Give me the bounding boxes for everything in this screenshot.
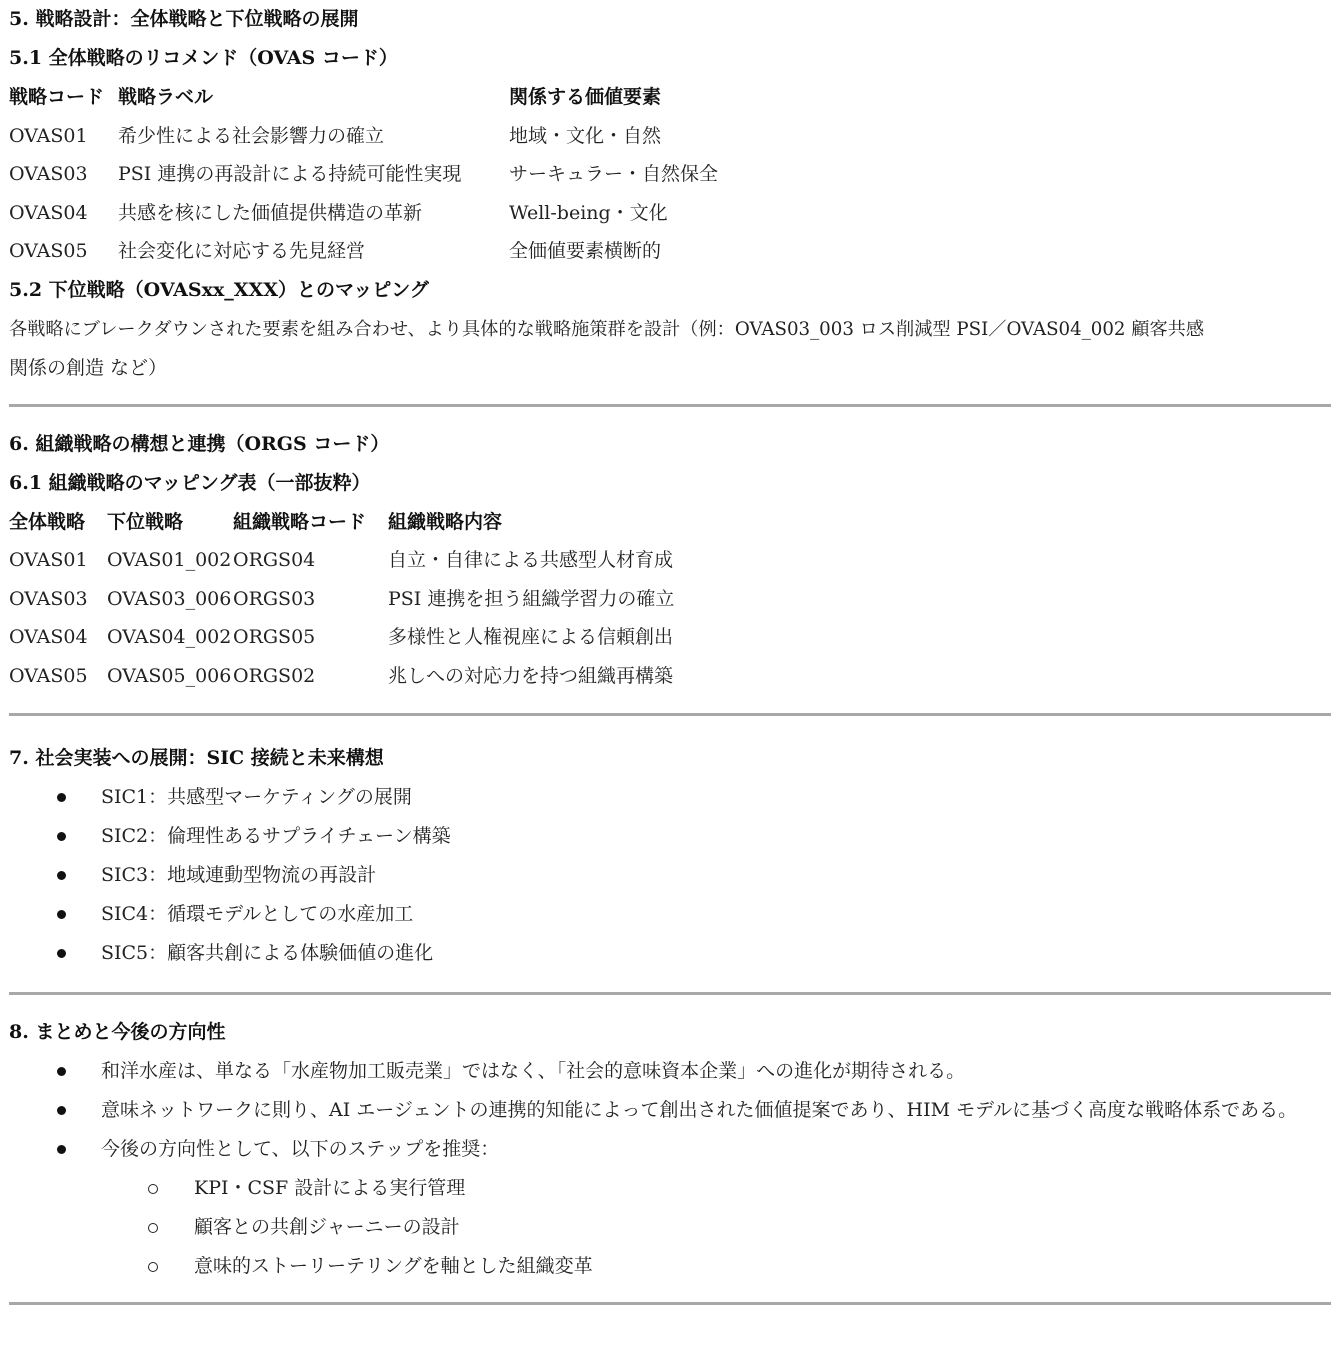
ovas-header-code: 戦略コード [9,86,105,108]
table-row [9,541,1331,580]
ovas-values: 全価値要素横断的 [509,240,662,262]
bullet-icon [57,1067,66,1076]
ovas-code: OVAS04 [9,201,88,224]
orgs-header-content: 組織戦略内容 [388,510,503,533]
next-steps-list [9,1169,1331,1286]
list-item-text: SIC2：倫理性あるサプライチェーン構築 [101,825,451,847]
orgs-overall: OVAS04 [9,626,88,648]
section-divider [9,1302,1331,1305]
orgs-header-sub: 下位戦略 [107,510,184,533]
orgs-content: PSI 連携を担う組織学習力の確立 [388,587,675,610]
section-5-1-heading: 5.1 全体戦略のリコメンド（OVAS コード） [9,47,398,69]
list-item-text: 意味的ストーリーテリングを軸とした組織変革 [194,1255,593,1277]
sic-list [9,778,1331,973]
ovas-code: OVAS03 [9,163,88,185]
list-item-text: SIC3：地域連動型物流の再設計 [101,864,377,886]
orgs-content: 多様性と人権視座による信頼創出 [388,626,674,648]
list-item [9,934,1331,973]
list-item-text: SIC4：循環モデルとしての水産加工 [101,903,414,925]
table-row [9,618,1331,657]
section-5-heading: 5. 戦略設計：全体戦略と下位戦略の展開 [9,8,359,30]
list-item [9,1208,1331,1247]
table-row [9,194,1331,233]
orgs-header-code: 組織戦略コード [233,510,367,533]
section-6-1-heading: 6.1 組織戦略のマッピング表（一部抜粋） [9,471,371,494]
orgs-code: ORGS05 [233,626,316,648]
section-6-heading: 6. 組織戦略の構想と連携（ORGS コード） [9,432,390,455]
orgs-overall: OVAS05 [9,664,88,687]
orgs-content: 自立・自律による共感型人材育成 [388,549,674,571]
bullet-icon [57,871,66,880]
orgs-code: ORGS02 [233,664,316,687]
list-item [9,1130,1331,1169]
table-row [9,580,1331,619]
list-item-text: SIC1：共感型マーケティングの展開 [101,786,412,808]
ovas-label: 社会変化に対応する先見経営 [118,240,366,262]
list-item-text: 顧客との共創ジャーニーの設計 [194,1216,460,1238]
orgs-sub: OVAS05_006 [107,664,232,687]
paragraph-line: 関係の創造 など） [9,356,168,379]
section-8-heading: 8. まとめと今後の方向性 [9,1021,226,1043]
orgs-sub: OVAS01_002 [107,549,232,571]
list-item [9,817,1331,856]
list-item [9,1169,1331,1208]
bullet-icon [57,910,66,919]
summary-list [9,1052,1331,1169]
table-row [9,117,1331,156]
ovas-table-header [9,78,1331,117]
section-5-2-heading: 5.2 下位戦略（OVASxx_XXX）とのマッピング [9,278,429,301]
list-item-text: KPI・CSF 設計による実行管理 [194,1177,466,1199]
list-item [9,1247,1331,1286]
list-item [9,895,1331,934]
section-7-heading: 7. 社会実装への展開：SIC 接続と未来構想 [9,747,384,769]
ovas-header-label: 戦略ラベル [118,86,214,108]
ovas-values: サーキュラー・自然保全 [509,163,719,185]
table-row [9,232,1331,271]
section-5-2-paragraph [9,310,1331,388]
orgs-code: ORGS04 [233,549,316,571]
ovas-code: OVAS05 [9,240,88,262]
ovas-code: OVAS01 [9,124,88,147]
list-item-text: SIC5：顧客共創による体験価値の進化 [101,942,434,964]
bullet-icon [57,949,66,958]
table-row [9,155,1331,194]
list-item [9,1091,1331,1130]
orgs-sub: OVAS03_006 [107,587,232,610]
bullet-icon [57,832,66,841]
orgs-code: ORGS03 [233,587,316,610]
circle-bullet-icon [148,1223,158,1233]
orgs-sub: OVAS04_002 [107,626,232,648]
orgs-table [9,503,1331,696]
bullet-icon [57,1145,66,1154]
paragraph-line: 各戦略にブレークダウンされた要素を組み合わせ、より具体的な戦略施策群を設計（例：OVAS03_003 ロス削減型 PSI／OVAS04_002 顧客共感 [9,318,1205,340]
orgs-content: 兆しへの対応力を持つ組織再構築 [388,664,674,687]
bullet-icon [57,1106,66,1115]
ovas-label: 希少性による社会影響力の確立 [118,124,385,147]
bullet-icon [57,793,66,802]
orgs-header-overall: 全体戦略 [9,510,86,533]
ovas-label: PSI 連携の再設計による持続可能性実現 [118,163,462,185]
document-page [9,0,1331,1305]
orgs-table-header [9,503,1331,542]
table-row [9,657,1331,696]
ovas-header-values: 関係する価値要素 [509,86,662,108]
list-item [9,856,1331,895]
circle-bullet-icon [148,1262,158,1272]
circle-bullet-icon [148,1184,158,1194]
list-item [9,1052,1331,1091]
list-item [9,778,1331,817]
ovas-table [9,78,1331,271]
orgs-overall: OVAS03 [9,587,88,610]
list-item-text: 和洋水産は、単なる「水産物加工販売業」ではなく、「社会的意味資本企業」への進化が期待される。 [101,1060,966,1082]
ovas-values: 地域・文化・自然 [509,124,662,147]
orgs-overall: OVAS01 [9,549,88,571]
list-item-text: 意味ネットワークに則り、AI エージェントの連携的知能によって創出された価値提案であり、HIM モデルに基づく高度な戦略体系である。 [101,1099,1298,1121]
ovas-values: Well-being・文化 [509,201,668,224]
ovas-label: 共感を核にした価値提供構造の革新 [118,201,423,224]
list-item-text: 今後の方向性として、以下のステップを推奨： [101,1138,500,1160]
